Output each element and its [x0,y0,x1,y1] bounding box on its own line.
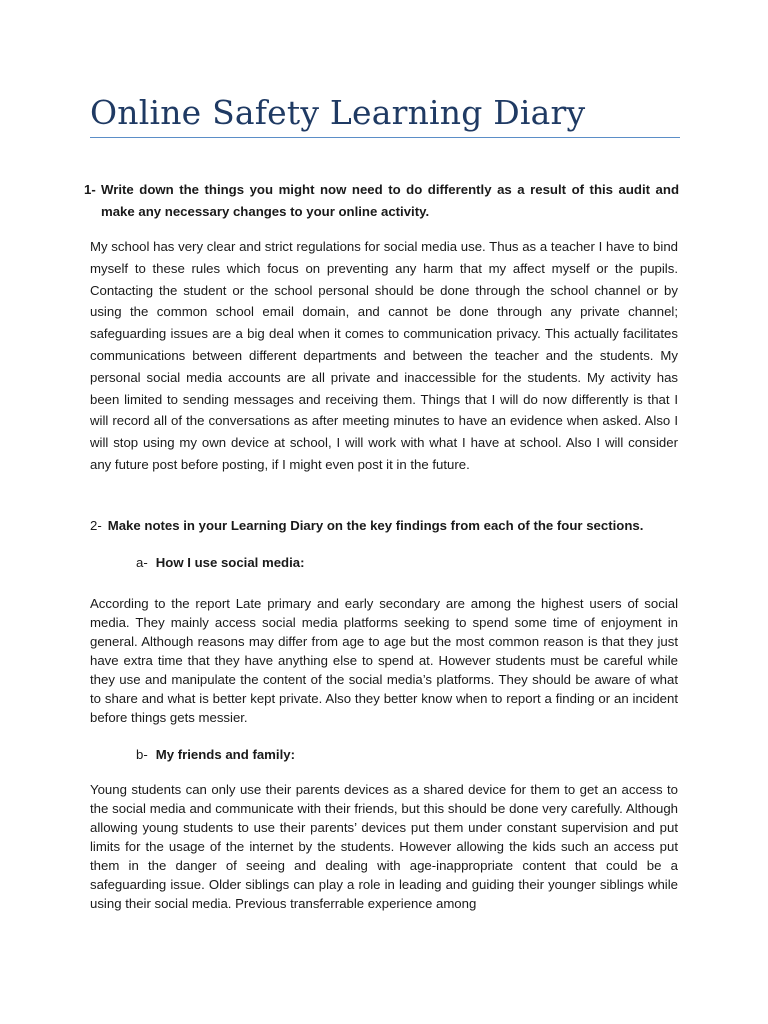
page-title: Online Safety Learning Diary [90,93,586,132]
section-b-title: My friends and family: [155,747,295,762]
section-b-letter: b- [136,747,148,762]
section-a-paragraph: According to the report Late primary and early secondary are among the highest users of social media. They mainly access social media platforms seeking to spend some time of enjoyment in general. Although reasons may differ from age to age but the most common reason is that they just have extra time that they have anything else to spend at. However students must be careful while they use and manipulate the content of the social media’s platforms. They should be aware of what to share and what is better kept private. Also they better know when to report a finding or an incident before things gets messier. [90,596,678,725]
answer-1-paragraph: My school has very clear and strict regulations for social media use. Thus as a teacher I have to bind myself to these rules which focus on preventing any harm that my affect myself or the pupils. Contacting the student or the school personal should be done through the school channel or by using the common school email domain, and cannot be done through any private channel; safeguarding issues are a big deal when it comes to communication privacy. This actually facilitates communications between different departments and between the teacher and the students. My personal social media accounts are all private and inaccessible for the students. My activity has been limited to sending messages and receiving them. Things that I will do now differently is that I will record all of the conversations as after meeting minutes to have an evidence when asked. Also I will stop using my own device at school, I will work with what I have at school. Also I will consider any future post before posting, if I might even post it in the future. [90,239,678,472]
question-1-number: 1- [84,182,96,197]
section-b-paragraph: Young students can only use their parents devices as a shared device for them to get an access to the social media and communicate with their friends, but this should be done very carefully. Although allowing young students to use their parents’ devices put them under constant supervision and put limits for the usage of the internet by the students. However allowing the kids such an access put them in the danger of seeing and dealing with age-inappropriate content that could be a safeguarding issue. Older siblings can play a role in leading and guiding their younger siblings while using their social media. Previous transferrable experience among [90,782,678,911]
section-b-heading [136,744,295,766]
section-a-letter: a- [136,555,148,570]
question-1 [84,179,679,223]
title-underline [90,137,680,138]
section-a-heading [136,552,305,574]
question-2 [90,515,680,537]
question-2-text: Make notes in your Learning Diary on the key findings from each of the four sections. [107,518,644,533]
question-1-text: Write down the things you might now need to do differently as a result of this audit and make any necessary changes to your online activity. [101,182,679,219]
section-a-title: How I use social media: [155,555,305,570]
question-2-number: 2- [90,518,102,533]
